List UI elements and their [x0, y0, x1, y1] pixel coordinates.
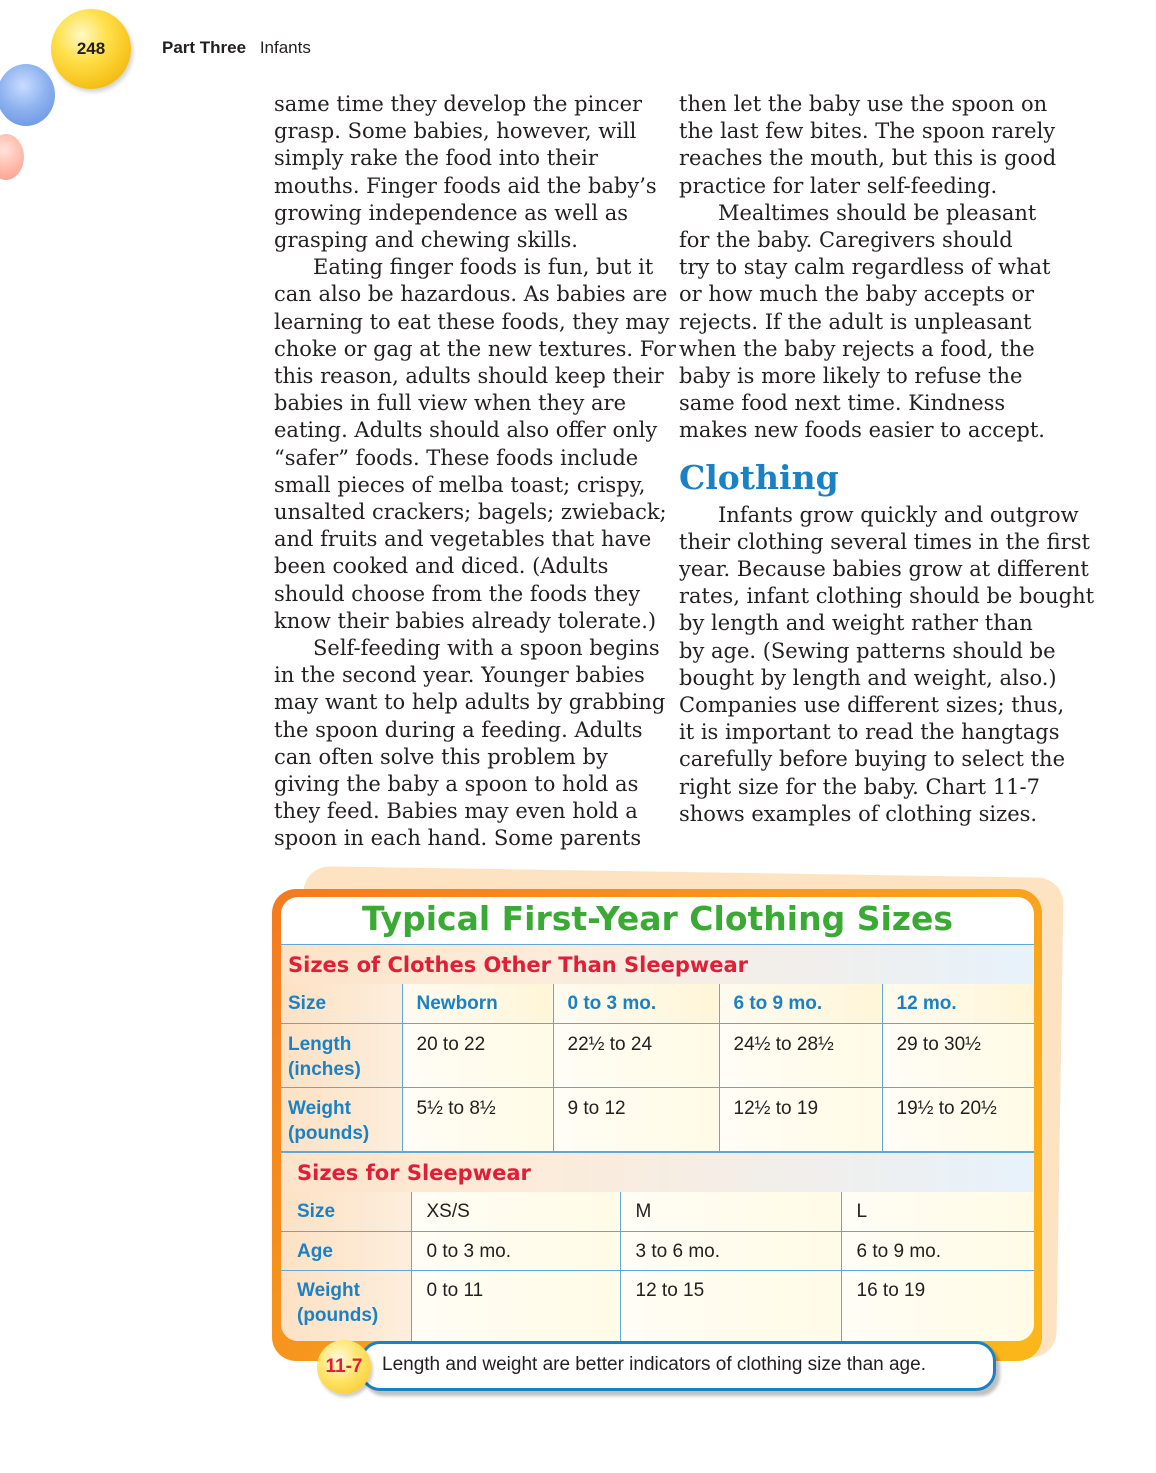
text-line: for the baby. Caregivers should — [679, 228, 1013, 253]
text-line: they feed. Babies may even hold a — [274, 799, 638, 824]
body-column-right — [679, 91, 1095, 828]
section-heading-clothing: Clothing — [679, 457, 839, 497]
table-cell: 29 to 30½ — [882, 1023, 1034, 1087]
table-row — [281, 1231, 1034, 1270]
text-line: in the second year. Younger babies — [274, 663, 645, 688]
text-line: then let the baby use the spoon on — [679, 92, 1048, 116]
text-line: makes new foods easier to accept. — [679, 418, 1045, 443]
header-cell: 0 to 3 mo. — [553, 984, 719, 1023]
text-line: rejects. If the adult is unpleasant — [679, 309, 1032, 334]
text-line: Companies use different sizes; thus, — [679, 693, 1065, 718]
section-header-other-clothes: Sizes of Clothes Other Than Sleepwear — [281, 944, 1034, 985]
table-cell: 12½ to 19 — [719, 1087, 882, 1151]
table-cell: 24½ to 28½ — [719, 1023, 882, 1087]
text-line: right size for the baby. Chart 11-7 — [679, 774, 1040, 799]
table-cell: 3 to 6 mo. — [620, 1231, 841, 1270]
chart-title: Typical First-Year Clothing Sizes — [361, 899, 954, 938]
row-label: Weight (pounds) — [281, 1087, 402, 1151]
text-line: choke or gag at the new textures. For — [274, 336, 676, 361]
text-line: Infants grow quickly and outgrow — [718, 502, 1079, 527]
text-line: practice for later self-feeding. — [679, 173, 998, 198]
table-cell: 9 to 12 — [553, 1087, 719, 1151]
text-line: may want to help adults by grabbing — [274, 690, 666, 715]
text-line: Eating finger foods is fun, but it — [313, 255, 654, 280]
text-line: the last few bites. The spoon rarely — [679, 119, 1056, 144]
text-line: “safer” foods. These foods include — [274, 445, 639, 470]
text-line: try to stay calm regardless of what — [679, 255, 1051, 280]
text-line: their clothing several times in the first — [679, 529, 1090, 554]
table-row — [281, 1270, 1034, 1341]
caption-text: Length and weight are better indicators of clothing size than age. — [382, 1354, 926, 1375]
text-line: or how much the baby accepts or — [679, 282, 1035, 307]
table-cell: 20 to 22 — [402, 1023, 553, 1087]
text-line: carefully before buying to select the — [679, 747, 1066, 772]
text-line: grasp. Some babies, however, will — [274, 119, 637, 144]
text-line: same time they develop the pincer — [274, 92, 643, 116]
page-number: 248 — [76, 39, 106, 58]
header-cell: L — [841, 1192, 1034, 1231]
text-line: been cooked and diced. (Adults — [274, 554, 609, 579]
caption-number: 11-7 — [325, 1356, 363, 1377]
text-line: can often solve this problem by — [274, 744, 608, 769]
running-head-section: Infants — [259, 38, 311, 57]
header-cell: XS/S — [411, 1192, 620, 1231]
table-cell: 12 to 15 — [620, 1270, 841, 1341]
clothing-size-chart — [281, 897, 1034, 1341]
table-cell: 5½ to 8½ — [402, 1087, 553, 1151]
text-line: learning to eat these foods, they may — [274, 309, 670, 334]
header-cell: Newborn — [402, 984, 553, 1023]
decorative-pink-circle — [0, 134, 24, 180]
table-header-row — [281, 984, 1034, 1023]
row-label: Length (inches) — [281, 1023, 402, 1087]
running-head-part: Part Three — [162, 38, 247, 57]
decorative-blue-circle — [0, 64, 55, 126]
text-line: by length and weight rather than — [679, 611, 1033, 636]
running-head — [162, 38, 311, 58]
table-other-clothes — [281, 984, 1034, 1152]
text-line: unsalted crackers; bagels; zwieback; — [274, 500, 667, 525]
table-cell: 0 to 3 mo. — [411, 1231, 620, 1270]
text-line: shows examples of clothing sizes. — [679, 801, 1038, 826]
table-sleepwear — [281, 1192, 1034, 1341]
table-cell: 16 to 19 — [841, 1270, 1034, 1341]
table-row — [281, 1087, 1034, 1151]
header-cell: Size — [281, 1192, 411, 1231]
row-label: Age — [281, 1231, 411, 1270]
table-cell: 0 to 11 — [411, 1270, 620, 1341]
table-cell: 19½ to 20½ — [882, 1087, 1034, 1151]
text-line: babies in full view when they are — [274, 391, 627, 416]
text-line: mouths. Finger foods aid the baby’s — [274, 173, 657, 198]
row-label: Weight (pounds) — [281, 1270, 411, 1341]
text-line: can also be hazardous. As babies are — [274, 282, 668, 307]
text-line: this reason, adults should keep their — [274, 364, 664, 389]
header-cell: 12 mo. — [882, 984, 1034, 1023]
text-line: and fruits and vegetables that have — [274, 527, 652, 552]
text-line: it is important to read the hangtags — [679, 720, 1060, 745]
table-row — [281, 1023, 1034, 1087]
table-cell: 22½ to 24 — [553, 1023, 719, 1087]
section-header-sleepwear: Sizes for Sleepwear — [281, 1152, 1034, 1193]
text-line: rates, infant clothing should be bought — [679, 584, 1095, 609]
text-line: when the baby rejects a food, the — [679, 336, 1035, 361]
text-line: should choose from the foods they — [274, 581, 641, 606]
text-line: growing independence as well as — [274, 200, 629, 225]
text-line: grasping and chewing skills. — [274, 228, 578, 253]
table-header-row — [281, 1192, 1034, 1231]
body-column-left — [274, 91, 676, 853]
text-line: small pieces of melba toast; crispy, — [274, 472, 646, 497]
text-line: know their babies already tolerate.) — [274, 608, 657, 633]
text-line: baby is more likely to refuse the — [679, 364, 1023, 389]
text-line: reaches the mouth, but this is good — [679, 146, 1057, 171]
text-line: simply rake the food into their — [274, 146, 598, 171]
text-line: giving the baby a spoon to hold as — [274, 772, 639, 797]
text-line: bought by length and weight, also.) — [679, 665, 1057, 690]
header-cell: Size — [281, 984, 402, 1023]
text-line: eating. Adults should also offer only — [274, 418, 658, 443]
table-cell: 6 to 9 mo. — [841, 1231, 1034, 1270]
header-cell: M — [620, 1192, 841, 1231]
text-line: year. Because babies grow at different — [679, 557, 1089, 582]
text-line: by age. (Sewing patterns should be — [679, 638, 1056, 663]
text-line: spoon in each hand. Some parents — [274, 826, 642, 851]
text-line: the spoon during a feeding. Adults — [274, 717, 643, 742]
text-line: Mealtimes should be pleasant — [718, 200, 1037, 225]
text-line: Self-feeding with a spoon begins — [313, 636, 660, 661]
text-line: same food next time. Kindness — [679, 391, 1006, 416]
header-cell: 6 to 9 mo. — [719, 984, 882, 1023]
